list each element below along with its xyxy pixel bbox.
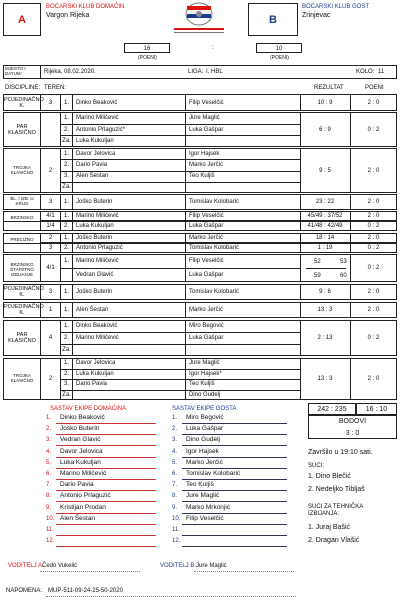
discipline-no: 4/1 (46, 213, 55, 219)
note-value: MUP-511-09-24-25-50-2020 (48, 588, 123, 594)
federation-logo (168, 2, 230, 38)
discipline-no: 3 (48, 199, 53, 205)
discipline-no: 2 (48, 167, 53, 174)
guest-points-box (256, 43, 302, 53)
judge-1: 1. Dino Blečić (308, 473, 351, 480)
discipline-points: 2 : 0 (367, 213, 380, 219)
home-letter: A (18, 14, 26, 26)
team-header: TEREN: (44, 85, 67, 91)
final-score: 16 : 10 (365, 406, 388, 413)
row-number: Za. (62, 138, 71, 145)
discipline-no: 3 (48, 99, 53, 106)
row-number: 1. (63, 213, 69, 219)
home-roster-title: SASTAV EKIPE DOMAĆINA (50, 406, 127, 412)
guest-player: Luka Gašpar (189, 272, 224, 278)
home-roster-number: 12. (46, 538, 55, 545)
home-player: Joško Buterin (76, 235, 113, 241)
home-roster-number: 5. (46, 459, 52, 466)
guest-roster-player: Teo Kuljiš (186, 481, 214, 489)
discipline-result: 1 : 19 (317, 245, 333, 251)
discipline-points: 0 : 2 (367, 265, 380, 271)
guest-roster-player: Dino Gudelj (186, 436, 220, 444)
home-roster-number: 2. (46, 426, 52, 433)
home-roster-player: Vedran Glavić (60, 436, 101, 444)
home-letter-box (3, 3, 41, 36)
row-number: 1. (63, 235, 69, 241)
discipline-result: 18 : 14 (315, 235, 335, 241)
discipline-no: 4/1 (46, 265, 55, 271)
home-roster-player: Dario Pavia (60, 481, 94, 489)
guest-player: Dino Gudelj (189, 391, 221, 398)
guest-player: Luka Gašpar (189, 223, 224, 229)
discipline-no: 4 (48, 335, 53, 341)
guest-roster-player: Miro Begović (186, 414, 224, 421)
discipline-no: 3 (48, 289, 53, 295)
row-number: Za. (62, 391, 71, 398)
leader-b-value: Jure Maglić (196, 563, 227, 569)
discipline-points: 0 : 2 (367, 245, 380, 251)
guest-club-name: Zrinjevac (302, 12, 331, 19)
home-roster-number: 10. (46, 515, 55, 522)
discipline-name: BRZINSKO (4, 215, 40, 225)
home-club-name: Vargon Rijeka (46, 12, 90, 19)
row-number: 2. (63, 223, 69, 229)
discipline-no: 2 (48, 235, 53, 241)
discipline-points: 2 : 0 (367, 99, 380, 106)
home-roster-player: Davor Jelovica (60, 447, 103, 455)
home-roster-player: Luka Kukuljan (60, 458, 101, 466)
final-box (356, 403, 397, 415)
guest-roster-number: 1. (172, 415, 178, 421)
home-player: Marino Miličević (76, 258, 119, 264)
discipline-result: 10 : 9 (317, 99, 333, 106)
row-number: 1. (63, 289, 69, 295)
row-number: 3. (63, 381, 69, 388)
row-number: 3. (63, 173, 69, 180)
discipline-points: 2 : 0 (367, 376, 380, 382)
guest-player: Teo Kuljiš (189, 381, 215, 388)
discipline-points: 2 : 0 (367, 199, 380, 205)
discipline-points: 2 : 0 (367, 307, 380, 313)
relay-a2: 59 (314, 273, 321, 279)
finished-time: Završilo u 19:10 sati. (308, 449, 373, 456)
discipline-result: 41/48 : 42/49 (307, 223, 343, 229)
guest-roster-number: 11. (172, 527, 180, 533)
discipline-result: 13 : 3 (317, 307, 333, 313)
guest-player: Igor Hajsek (189, 150, 220, 157)
tech-judges-label: SUCI ZA TEHNIČKA IZBIJANJA: (308, 504, 363, 517)
discipline-name: POJEDINAČNO K. (4, 96, 44, 109)
home-player: Joško Buterin (76, 199, 113, 205)
home-roster-number: 3. (46, 437, 52, 444)
round-label: KOLO: (356, 69, 375, 75)
guest-player: Marko Jerčić (189, 235, 224, 241)
guest-roster-number: 6. (172, 471, 178, 477)
judge-2: 2. Nedeljko Tibljaš (308, 486, 365, 493)
discipline-header: DISCIPLINE: (5, 85, 41, 91)
home-roster-player: Dinko Beaković (60, 414, 105, 421)
discipline-result: 13 : 3 (317, 376, 333, 382)
row-number: 1. (63, 360, 69, 367)
home-player: Marino Miličević (76, 335, 119, 341)
discipline-name: BL. I IZB. U KRUG (4, 196, 40, 206)
home-player: Vedran Glavić (76, 272, 114, 278)
home-roster-number: 4. (46, 448, 52, 455)
discipline-no: 1/4 (46, 223, 55, 229)
row-number: 1. (63, 99, 69, 106)
home-roster-player: Kristijan Prodan (60, 503, 106, 511)
leader-a-label: VODITELJ A: (8, 563, 44, 569)
discipline-result: 6 : 9 (319, 126, 331, 133)
home-roster-player: Alen Šestan (60, 514, 96, 522)
discipline-name: BRZINSKO ŠTAFETNO IZBIJANJE (4, 262, 40, 278)
discipline-name: POJEDINAČNO K. (4, 304, 44, 317)
judges-label: SUCI: (308, 463, 325, 469)
row-number: Za. (62, 184, 71, 191)
guest-player: Marko Jerčić (189, 161, 224, 168)
row-number: 2. (63, 245, 69, 251)
home-player: Antonio Prlaguzić* (76, 126, 126, 133)
home-roster-number: 9. (46, 504, 52, 511)
home-player: Alen Šestan (76, 307, 109, 313)
guest-player: Luka Gašpar (189, 126, 224, 133)
row-number: 1. (63, 150, 69, 157)
tech-judge-1: 1. Juraj Bašić (308, 524, 351, 531)
guest-letter-box (248, 3, 298, 36)
home-player: Marino Miličević (76, 213, 119, 219)
round-value: 11 (378, 69, 385, 75)
guest-player: Filip Veselčić (189, 99, 224, 106)
home-roster-number: 7. (46, 482, 52, 489)
guest-player: Marko Jerčić (189, 307, 224, 313)
discipline-points: 0 : 2 (367, 126, 380, 133)
discipline-no: 1 (48, 307, 53, 313)
guest-letter: B (269, 14, 277, 26)
discipline-points: 2 : 0 (367, 235, 380, 241)
home-points: 16 (143, 46, 151, 52)
home-caption: BOĆARSKI KLUB DOMAĆIN (46, 4, 125, 10)
home-player: Marino Miličević (76, 114, 119, 121)
row-number: 2. (63, 370, 69, 377)
relay-a1: 52 (314, 259, 321, 265)
home-roster-number: 1. (46, 415, 52, 421)
guest-roster-player: Marko Jerčić (186, 458, 223, 466)
points-colon: : (212, 45, 214, 51)
guest-player: Jure Maglić (189, 360, 220, 367)
discipline-points: 2 : 0 (367, 289, 380, 295)
home-player: Alen Šestan (76, 173, 109, 180)
row-number: 1. (63, 258, 69, 264)
guest-roster-player: Filip Veselčić (186, 514, 224, 522)
discipline-name: TROJKA KLASIČNO (4, 373, 40, 383)
discipline-result: 23 : 22 (315, 199, 335, 205)
total-score: 242 : 235 (317, 406, 347, 413)
guest-roster-player: Jure Maglić (186, 492, 220, 500)
discipline-name: PRECIZNO (4, 237, 40, 247)
discipline-result: 2 : 13 (317, 335, 333, 341)
guest-player: Jure Maglić (189, 114, 220, 121)
row-number: 2. (63, 335, 69, 341)
guest-roster-number: 4. (172, 448, 178, 455)
row-number: 2. (63, 161, 69, 168)
guest-player: Filip Veselčić (189, 213, 224, 219)
row-number: 1. (63, 307, 69, 313)
guest-roster-number: 9. (172, 504, 178, 511)
guest-roster-player: Marko Mrkonjić (186, 503, 231, 511)
home-roster-number: 8. (46, 493, 52, 500)
discipline-name: POJEDINAČNO K. (4, 286, 44, 299)
guest-roster-player: Tomislav Kolobarić (186, 470, 241, 477)
guest-player: Miro Begović (189, 323, 224, 329)
home-points-box (124, 43, 170, 53)
row-number: Za. (62, 347, 71, 353)
guest-roster-number: 8. (172, 493, 178, 500)
home-player: Luka Kukuljan (76, 138, 114, 145)
home-player: Dario Pavia (76, 381, 108, 388)
points-header: POENI (365, 85, 384, 91)
guest-roster-title: SASTAV EKIPE GOSTA (172, 406, 237, 412)
home-player: Luka Kukuljan (76, 223, 114, 229)
discipline-result: 9 : 6 (319, 289, 331, 295)
guest-points-label: (POENI) (270, 55, 289, 61)
guest-player: Tomislav Kolobarić (189, 199, 240, 205)
home-roster-number: 6. (46, 471, 52, 477)
bodovi-box (308, 415, 397, 439)
discipline-points: 0 : 2 (367, 335, 380, 341)
guest-roster-number: 2. (172, 426, 178, 433)
home-player: Luka Kukuljan (76, 370, 114, 377)
leader-a-value: Čedo Vukelić (42, 563, 78, 569)
home-player: Dario Pavia (76, 161, 108, 168)
discipline-no: 3 (48, 245, 53, 251)
guest-roster-number: 7. (172, 482, 178, 489)
guest-player: Teo Kuljiš (189, 173, 215, 180)
row-number: 1. (63, 199, 69, 205)
home-points-label: (POENI) (138, 55, 157, 61)
guest-player: Filip Veselčić (189, 258, 224, 264)
row-number: 1. (63, 323, 69, 329)
league-label: LIGA: (188, 69, 204, 75)
home-player: Davor Jelovica (76, 150, 116, 157)
discipline-result: 9 : 5 (319, 167, 331, 174)
relay-b2: 60 (340, 273, 347, 279)
discipline-name: TROJKA KLASIČNO (4, 165, 40, 175)
guest-roster-player: Igor Hajsek (186, 447, 219, 455)
discipline-name: PAR KLASIČNO (4, 124, 40, 137)
guest-player: Tomislav Kolobarić (189, 289, 240, 295)
bodovi-label: BODOVI (338, 418, 367, 425)
home-roster-number: 11. (46, 527, 54, 533)
row-number: 1. (63, 114, 69, 121)
discipline-name: PAR KLASIČNO (4, 332, 40, 345)
discipline-result: 45/49 : 37/52 (307, 213, 343, 219)
guest-caption: BOĆARSKI KLUB GOST (302, 4, 370, 10)
discipline-points: 2 : 0 (367, 167, 380, 174)
discipline-points: 0 : 2 (367, 223, 380, 229)
note-label: NAPOMENA: (6, 588, 43, 594)
home-player: Antonio Prlaguzić (76, 245, 123, 251)
guest-player: Tomislav Kolobarić (189, 245, 240, 251)
home-roster-player: Marino Miličević (60, 470, 107, 477)
tech-judge-2: 2. Dragan Vlašić (308, 537, 360, 544)
home-player: Davor Jelovica (76, 360, 116, 367)
relay-b1: 53 (340, 259, 347, 265)
home-roster-player: Joško Buterin (60, 425, 100, 433)
guest-roster-number: 5. (172, 459, 178, 466)
total-box (308, 403, 356, 415)
guest-player: Luka Gašpar (189, 335, 224, 341)
guest-points: 10 (275, 46, 283, 52)
guest-roster-number: 3. (172, 437, 178, 444)
guest-player: Igor Hajsek* (189, 370, 222, 377)
place-value: Rijeka, 08.02.2020. (44, 69, 96, 75)
guest-roster-player: Luka Gašpar (186, 425, 224, 433)
result-header: REZULTAT (314, 85, 344, 91)
bodovi-value: 3 : 0 (345, 430, 360, 437)
home-player: Dinko Beaković (76, 323, 118, 329)
league-value: I. HBL (206, 69, 223, 75)
leader-b-label: VODITELJ B: (160, 563, 197, 569)
place-label: MJESTO I DATUM: (5, 66, 26, 76)
home-roster-player: Antonio Prlaguzić (60, 492, 111, 500)
row-number: 2. (63, 126, 69, 133)
discipline-no: 2 (48, 376, 53, 382)
home-player: Dinko Beaković (76, 99, 118, 106)
guest-roster-number: 12. (172, 538, 181, 545)
guest-roster-number: 10. (172, 515, 181, 522)
home-player: Joško Buterin (76, 289, 113, 295)
